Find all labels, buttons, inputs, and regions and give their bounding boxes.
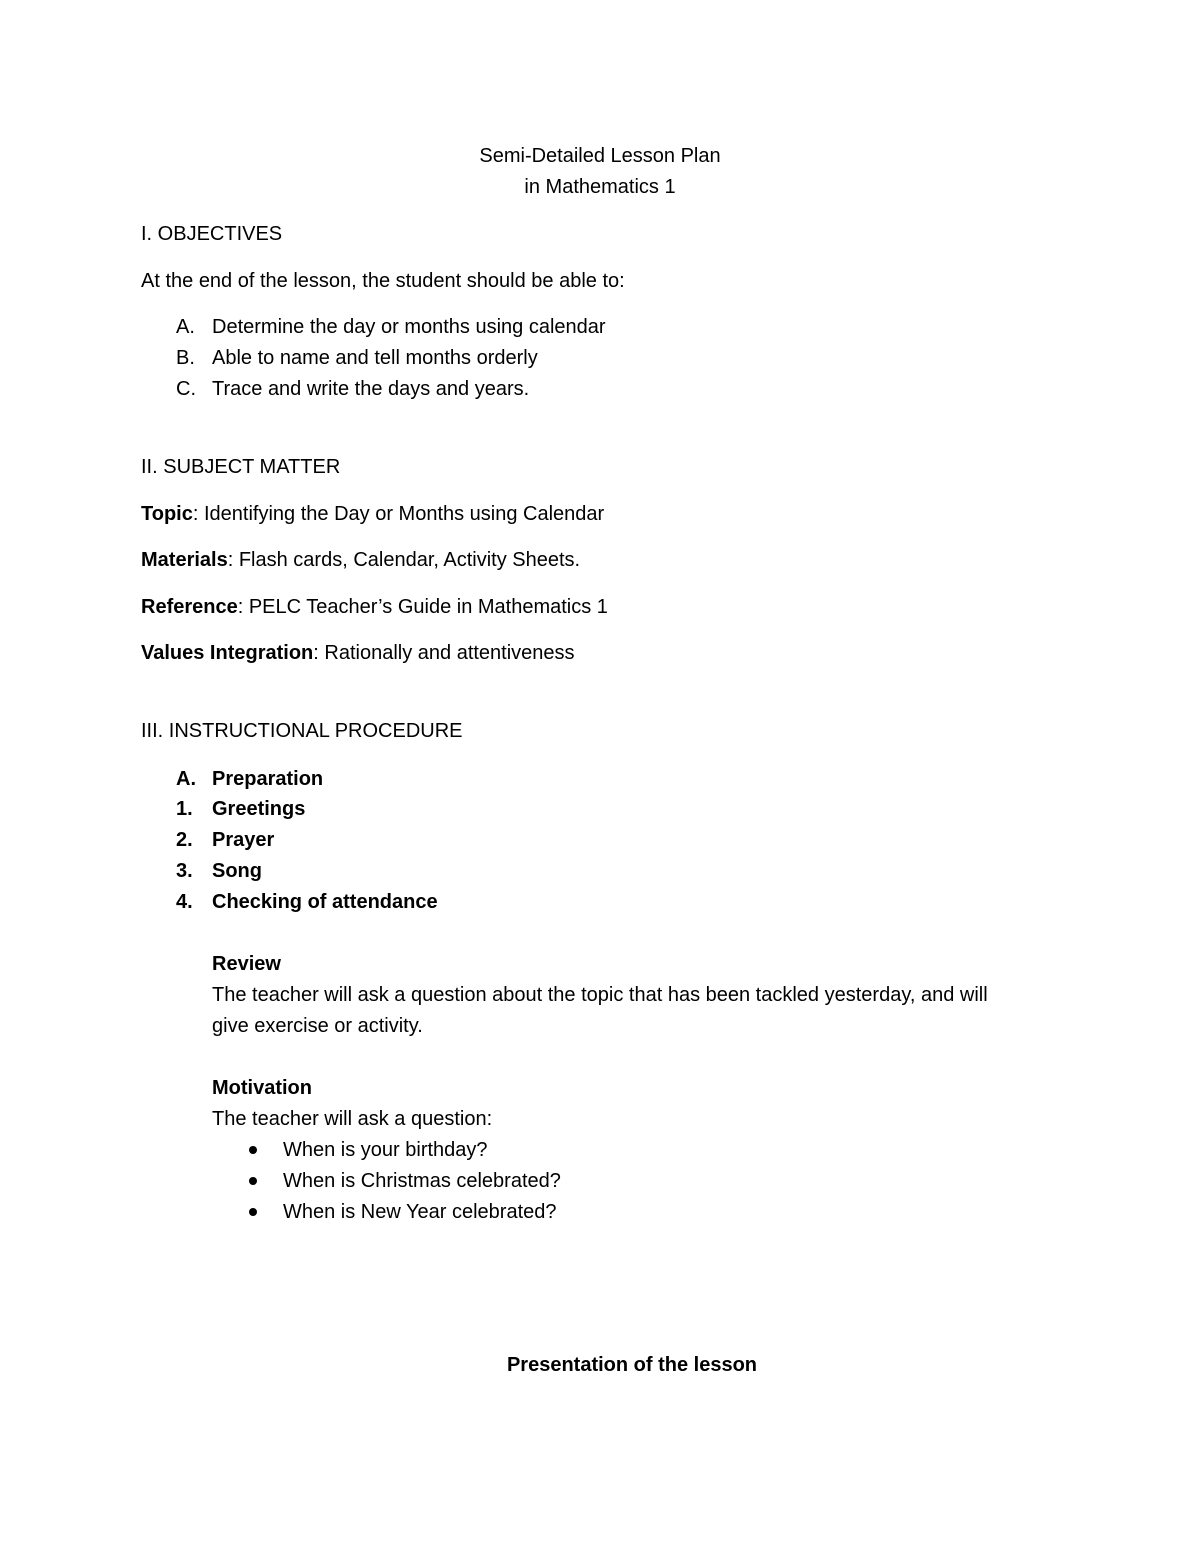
materials-line <box>141 545 580 576</box>
objective-marker: B. <box>176 347 195 369</box>
objective-marker: A. <box>176 316 195 338</box>
step-text: Prayer <box>212 829 275 851</box>
subject-matter-heading: II. SUBJECT MATTER <box>141 456 341 478</box>
bullet-icon <box>249 1146 257 1154</box>
bullet-icon <box>249 1177 257 1185</box>
review-text-line: The teacher will ask a question about the topic that has been tackled yesterday, and will <box>212 984 988 1006</box>
procedure-heading: III. INSTRUCTIONAL PROCEDURE <box>141 720 463 742</box>
step-text: Song <box>212 860 262 882</box>
objective-marker: C. <box>176 378 196 400</box>
topic-label: Topic <box>141 503 193 525</box>
reference-line <box>141 592 608 623</box>
question-text: When is your birthday? <box>283 1139 488 1161</box>
values-integration-label: Values Integration <box>141 642 314 664</box>
label-colon: : <box>313 642 325 664</box>
step-marker: 4. <box>176 891 193 913</box>
question-text: When is Christmas celebrated? <box>283 1170 561 1192</box>
objective-text: Trace and write the days and years. <box>212 378 530 400</box>
review-heading: Review <box>212 953 281 975</box>
materials-value: Flash cards, Calendar, Activity Sheets. <box>238 549 581 571</box>
step-text: Checking of attendance <box>212 891 438 913</box>
objectives-intro: At the end of the lesson, the student should be able to: <box>141 270 625 292</box>
values-integration-value: Rationally and attentiveness <box>324 642 575 664</box>
presentation-heading: Presentation of the lesson <box>506 1354 758 1376</box>
reference-value: PELC Teacher’s Guide in Mathematics 1 <box>248 596 608 618</box>
step-marker: 2. <box>176 829 193 851</box>
motivation-heading: Motivation <box>212 1077 312 1099</box>
objective-text: Able to name and tell months orderly <box>212 347 538 369</box>
objectives-heading: I. OBJECTIVES <box>141 223 283 245</box>
document-subtitle: in Mathematics 1 <box>524 176 676 198</box>
motivation-intro: The teacher will ask a question: <box>212 1108 493 1130</box>
bullet-icon <box>249 1208 257 1216</box>
reference-label: Reference <box>141 596 238 618</box>
question-text: When is New Year celebrated? <box>283 1201 557 1223</box>
label-colon: : <box>227 549 239 571</box>
step-text: Greetings <box>212 798 306 820</box>
review-text-line: give exercise or activity. <box>212 1015 423 1037</box>
step-marker: 3. <box>176 860 193 882</box>
label-colon: : <box>237 596 249 618</box>
step-marker: 1. <box>176 798 193 820</box>
label-colon: : <box>192 503 204 525</box>
objective-text: Determine the day or months using calendar <box>212 316 606 338</box>
topic-value: Identifying the Day or Months using Calendar <box>203 503 605 525</box>
values-integration-line <box>141 638 575 669</box>
preparation-marker: A. <box>176 768 196 790</box>
document-title: Semi-Detailed Lesson Plan <box>479 145 721 167</box>
topic-line <box>141 499 604 530</box>
materials-label: Materials <box>141 549 228 571</box>
preparation-text: Preparation <box>212 768 324 790</box>
